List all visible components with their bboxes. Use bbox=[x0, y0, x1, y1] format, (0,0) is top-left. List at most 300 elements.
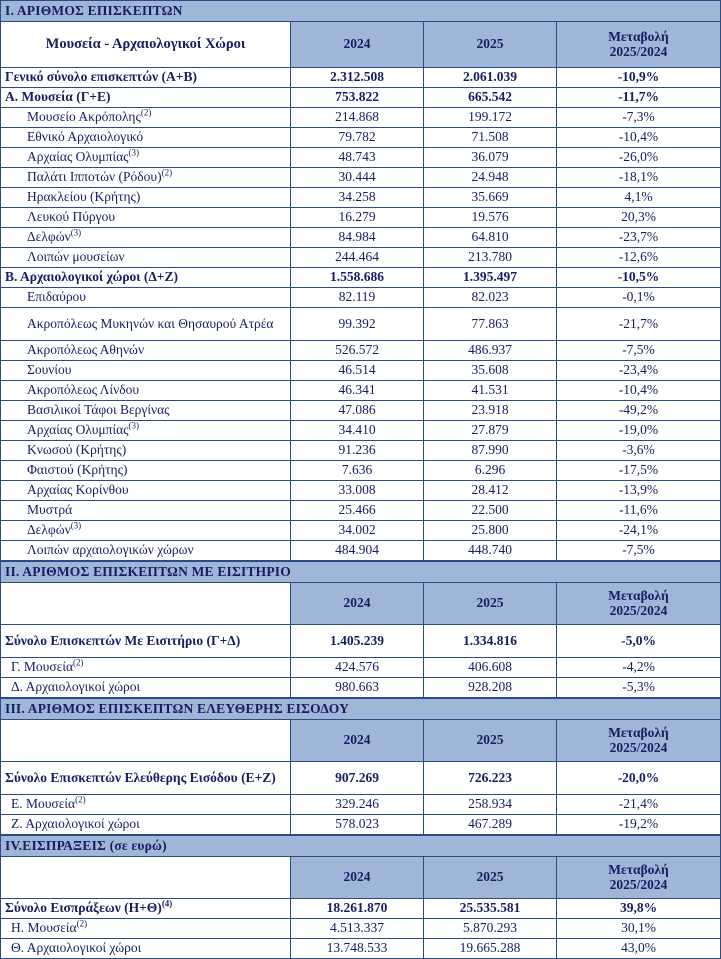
row-label bbox=[1, 939, 291, 959]
column-header-2025-text: 2025 bbox=[476, 732, 504, 748]
column-header-2024 bbox=[291, 720, 424, 762]
value-2025 bbox=[424, 361, 557, 381]
value-2025 bbox=[424, 541, 557, 561]
value-2025 bbox=[424, 188, 557, 208]
value-2024-text: 980.663 bbox=[335, 679, 379, 695]
value-2024-text: 2.312.508 bbox=[330, 69, 384, 85]
row-label-text: Σύνολο Επισκεπτών Ελεύθερης Εισόδου (Ε+Ζ) bbox=[5, 769, 276, 785]
footnote-marker: (3) bbox=[128, 147, 140, 158]
value-change bbox=[557, 168, 721, 188]
value-2025-text: 64.810 bbox=[471, 229, 509, 245]
section-title-row bbox=[1, 699, 721, 720]
row-label-text: Λοιπών αρχαιολογικών χώρων bbox=[27, 542, 194, 558]
value-change bbox=[557, 625, 721, 658]
value-2025-text: 41.531 bbox=[471, 382, 509, 398]
column-header-label bbox=[1, 857, 291, 899]
value-change-text: -5,3% bbox=[622, 679, 655, 695]
row-label-text: Αρχαίας Ολυμπίας bbox=[27, 422, 129, 438]
value-2024 bbox=[291, 481, 424, 501]
row-label bbox=[1, 919, 291, 939]
row-label-text: Ακροπόλεως Μυκηνών και Θησαυρού Ατρέα bbox=[27, 315, 274, 331]
table-row bbox=[1, 762, 721, 795]
table-row bbox=[1, 341, 721, 361]
column-header-2024-text: 2024 bbox=[343, 595, 371, 611]
value-2025-text: 19.665.288 bbox=[459, 940, 521, 956]
value-2024 bbox=[291, 148, 424, 168]
column-header-change bbox=[557, 22, 721, 68]
value-2024 bbox=[291, 899, 424, 919]
value-2025-text: 71.508 bbox=[471, 129, 509, 145]
row-label-text: Σύνολο Επισκεπτών Με Εισιτήριο (Γ+Δ) bbox=[5, 632, 241, 648]
value-change bbox=[557, 521, 721, 541]
value-2024-text: 13.748.533 bbox=[326, 940, 388, 956]
row-label bbox=[1, 899, 291, 919]
value-2025 bbox=[424, 678, 557, 698]
value-change-text: -7,5% bbox=[622, 342, 655, 358]
footnote-marker: (2) bbox=[76, 918, 88, 929]
column-header-2025-text: 2025 bbox=[476, 869, 504, 885]
value-2024 bbox=[291, 625, 424, 658]
table-row bbox=[1, 658, 721, 678]
column-header-2025 bbox=[424, 857, 557, 899]
table-row bbox=[1, 88, 721, 108]
value-2024-text: 214.868 bbox=[335, 109, 379, 125]
value-2024-text: 30.444 bbox=[338, 169, 376, 185]
row-label bbox=[1, 361, 291, 381]
value-2025 bbox=[424, 899, 557, 919]
table-row bbox=[1, 148, 721, 168]
value-2025-text: 87.990 bbox=[471, 442, 509, 458]
row-label bbox=[1, 401, 291, 421]
section-title-text: ΙV.ΕΙΣΠΡΑΞΕΙΣ (σε ευρώ) bbox=[5, 837, 167, 853]
footnote-marker: (2) bbox=[75, 794, 86, 805]
table-row bbox=[1, 128, 721, 148]
column-header-2025-text: 2025 bbox=[476, 595, 504, 611]
row-label bbox=[1, 288, 291, 308]
column-header-2025 bbox=[424, 583, 557, 625]
value-change bbox=[557, 381, 721, 401]
value-change-text: -21,4% bbox=[618, 796, 659, 812]
value-change-text: 30,1% bbox=[621, 920, 656, 936]
table-row bbox=[1, 541, 721, 561]
table-row bbox=[1, 188, 721, 208]
value-change bbox=[557, 288, 721, 308]
value-2025 bbox=[424, 815, 557, 835]
column-header-change bbox=[557, 720, 721, 762]
column-header-2024-text: 2024 bbox=[343, 732, 371, 748]
column-header-label-text: Μουσεία - Αρχαιολογικοί Χώροι bbox=[45, 35, 246, 52]
row-label-text: Β. Αρχαιολογικοί χώροι (Δ+Ζ) bbox=[5, 269, 179, 285]
table-row bbox=[1, 381, 721, 401]
row-label-text: Γενικό σύνολο επισκεπτών (Α+Β) bbox=[5, 69, 197, 85]
value-2024 bbox=[291, 168, 424, 188]
row-label bbox=[1, 88, 291, 108]
section-title bbox=[1, 1, 721, 22]
value-change bbox=[557, 361, 721, 381]
value-2025-text: 199.172 bbox=[468, 109, 512, 125]
table-row bbox=[1, 308, 721, 341]
row-label bbox=[1, 461, 291, 481]
value-2025-text: 25.535.581 bbox=[459, 900, 521, 916]
column-header-change-line2: 2025/2024 bbox=[609, 43, 668, 59]
value-2024 bbox=[291, 815, 424, 835]
row-label bbox=[1, 441, 291, 461]
value-change bbox=[557, 88, 721, 108]
section-table-3 bbox=[0, 698, 721, 835]
value-change-text: -7,3% bbox=[622, 109, 655, 125]
value-2025 bbox=[424, 148, 557, 168]
value-2024-text: 16.279 bbox=[338, 209, 376, 225]
column-header-change-line1: Μεταβολή bbox=[608, 28, 669, 44]
value-2024 bbox=[291, 795, 424, 815]
value-2024 bbox=[291, 381, 424, 401]
value-change bbox=[557, 68, 721, 88]
table-row bbox=[1, 521, 721, 541]
value-2024-text: 18.261.870 bbox=[326, 900, 388, 916]
value-2024 bbox=[291, 919, 424, 939]
table-row bbox=[1, 919, 721, 939]
value-change-text: -7,5% bbox=[622, 542, 655, 558]
column-header-label bbox=[1, 720, 291, 762]
value-change-text: -3,6% bbox=[622, 442, 655, 458]
value-2024 bbox=[291, 441, 424, 461]
table-row bbox=[1, 939, 721, 959]
value-2024-text: 79.782 bbox=[338, 129, 376, 145]
row-label-text: Θ. Αρχαιολογικοί χώροι bbox=[11, 940, 142, 956]
row-label-text: Α. Μουσεία (Γ+Ε) bbox=[5, 89, 111, 105]
row-label bbox=[1, 795, 291, 815]
value-2024 bbox=[291, 501, 424, 521]
value-2025 bbox=[424, 762, 557, 795]
value-2024 bbox=[291, 228, 424, 248]
value-change bbox=[557, 268, 721, 288]
value-2024-text: 46.514 bbox=[338, 362, 376, 378]
row-label-text: Λευκού Πύργου bbox=[27, 209, 116, 225]
value-change bbox=[557, 341, 721, 361]
table-row bbox=[1, 208, 721, 228]
value-2024 bbox=[291, 678, 424, 698]
value-2025-text: 5.870.293 bbox=[463, 920, 517, 936]
table-row bbox=[1, 361, 721, 381]
value-change-text: -10,5% bbox=[617, 269, 660, 285]
value-change bbox=[557, 148, 721, 168]
row-label bbox=[1, 108, 291, 128]
value-2025 bbox=[424, 68, 557, 88]
value-2024-text: 46.341 bbox=[338, 382, 376, 398]
value-2025-text: 25.800 bbox=[471, 522, 509, 538]
value-2024-text: 25.466 bbox=[338, 502, 376, 518]
row-label bbox=[1, 308, 291, 341]
row-label-text: Η. Μουσεία bbox=[11, 920, 77, 936]
value-change-text: -11,7% bbox=[618, 89, 659, 105]
value-change bbox=[557, 678, 721, 698]
row-label bbox=[1, 168, 291, 188]
table-row bbox=[1, 68, 721, 88]
value-2025 bbox=[424, 168, 557, 188]
value-2024 bbox=[291, 188, 424, 208]
column-header-2025 bbox=[424, 22, 557, 68]
row-label-text: Κνωσού (Κρήτης) bbox=[27, 442, 127, 458]
value-2024 bbox=[291, 521, 424, 541]
value-change bbox=[557, 762, 721, 795]
value-2024-text: 907.269 bbox=[335, 769, 379, 785]
column-header-2024 bbox=[291, 583, 424, 625]
value-2024-text: 91.236 bbox=[338, 442, 376, 458]
value-2025-text: 22.500 bbox=[471, 502, 509, 518]
value-2025-text: 726.223 bbox=[468, 769, 512, 785]
value-2024 bbox=[291, 461, 424, 481]
value-2025 bbox=[424, 248, 557, 268]
value-2025 bbox=[424, 441, 557, 461]
row-label bbox=[1, 248, 291, 268]
row-label-text: Αρχαίας Κορίνθου bbox=[27, 482, 129, 498]
row-label-text: Γ. Μουσεία bbox=[11, 659, 74, 675]
row-label-text: Εθνικό Αρχαιολογικό bbox=[27, 129, 144, 145]
value-2024-text: 33.008 bbox=[338, 482, 376, 498]
value-2025-text: 35.669 bbox=[471, 189, 509, 205]
row-label bbox=[1, 678, 291, 698]
value-change bbox=[557, 128, 721, 148]
value-2025-text: 665.542 bbox=[468, 89, 512, 105]
row-label bbox=[1, 501, 291, 521]
value-2025-text: 82.023 bbox=[471, 289, 509, 305]
value-2025 bbox=[424, 501, 557, 521]
row-label bbox=[1, 228, 291, 248]
row-label bbox=[1, 341, 291, 361]
row-label-text: Λοιπών μουσείων bbox=[27, 249, 125, 265]
value-change-text: -19,2% bbox=[618, 816, 659, 832]
column-header-change-line2: 2025/2024 bbox=[609, 739, 668, 755]
column-header-2024 bbox=[291, 857, 424, 899]
row-label bbox=[1, 208, 291, 228]
value-change-text: -49,2% bbox=[618, 402, 659, 418]
section-title bbox=[1, 699, 721, 720]
column-header-change-line1: Μεταβολή bbox=[608, 724, 669, 740]
value-change bbox=[557, 658, 721, 678]
row-label bbox=[1, 481, 291, 501]
value-2025-text: 1.334.816 bbox=[463, 632, 517, 648]
section-title-row bbox=[1, 562, 721, 583]
value-change-text: -18,1% bbox=[618, 169, 659, 185]
column-header-change-line1: Μεταβολή bbox=[608, 861, 669, 877]
value-change-text: -21,7% bbox=[618, 315, 659, 331]
value-change bbox=[557, 795, 721, 815]
table-row bbox=[1, 625, 721, 658]
value-2025 bbox=[424, 308, 557, 341]
value-change bbox=[557, 248, 721, 268]
value-2025 bbox=[424, 625, 557, 658]
row-label-text: Παλάτι Ιπποτών (Ρόδου) bbox=[27, 169, 162, 185]
value-2025 bbox=[424, 421, 557, 441]
value-2024 bbox=[291, 421, 424, 441]
column-header-2025 bbox=[424, 720, 557, 762]
value-2024-text: 34.410 bbox=[338, 422, 376, 438]
section-table-4 bbox=[0, 835, 721, 959]
footnote-marker: (3) bbox=[70, 520, 82, 531]
value-change bbox=[557, 108, 721, 128]
value-2024-text: 329.246 bbox=[335, 796, 379, 812]
value-2025-text: 928.208 bbox=[468, 679, 512, 695]
value-2024-text: 84.984 bbox=[338, 229, 376, 245]
row-label-text: Δελφών bbox=[27, 229, 71, 245]
row-label-text: Δ. Αρχαιολογικοί χώροι bbox=[11, 679, 141, 695]
value-2025 bbox=[424, 939, 557, 959]
table-row bbox=[1, 108, 721, 128]
row-label bbox=[1, 148, 291, 168]
section-title-text: ΙΙΙ. ΑΡΙΘΜΟΣ ΕΠΙΣΚΕΠΤΩΝ ΕΛΕΥΘΕΡΗΣ ΕΙΣΟΔΟΥ bbox=[5, 700, 350, 716]
value-2025-text: 28.412 bbox=[471, 482, 509, 498]
value-change bbox=[557, 541, 721, 561]
column-header-2024-text: 2024 bbox=[343, 36, 371, 52]
row-label-text: Επιδαύρου bbox=[27, 289, 86, 305]
value-2024 bbox=[291, 208, 424, 228]
row-label-text: Ε. Μουσεία bbox=[11, 796, 76, 812]
column-header-row bbox=[1, 22, 721, 68]
footnote-marker: (2) bbox=[73, 657, 84, 668]
value-2024 bbox=[291, 308, 424, 341]
table-row bbox=[1, 441, 721, 461]
table-row bbox=[1, 168, 721, 188]
row-label-text: Ακροπόλεως Λίνδου bbox=[27, 382, 140, 398]
value-2025 bbox=[424, 521, 557, 541]
row-label-text: Σύνολο Εισπράξεων (Η+Θ) bbox=[5, 900, 162, 916]
value-2024-text: 34.002 bbox=[338, 522, 376, 538]
value-change-text: -10,9% bbox=[617, 69, 660, 85]
value-2025-text: 448.740 bbox=[468, 542, 512, 558]
table-row bbox=[1, 288, 721, 308]
value-2024-text: 424.576 bbox=[335, 659, 379, 675]
value-2024 bbox=[291, 68, 424, 88]
column-header-change-line2: 2025/2024 bbox=[609, 876, 668, 892]
table-row bbox=[1, 421, 721, 441]
value-change-text: -5,0% bbox=[621, 632, 656, 648]
value-2025 bbox=[424, 228, 557, 248]
row-label bbox=[1, 68, 291, 88]
value-2025 bbox=[424, 108, 557, 128]
value-change bbox=[557, 919, 721, 939]
value-2024 bbox=[291, 248, 424, 268]
table-row bbox=[1, 795, 721, 815]
value-2024 bbox=[291, 541, 424, 561]
column-header-change bbox=[557, 583, 721, 625]
row-label bbox=[1, 381, 291, 401]
value-change bbox=[557, 308, 721, 341]
value-2024-text: 484.904 bbox=[335, 542, 379, 558]
table-row bbox=[1, 228, 721, 248]
row-label bbox=[1, 128, 291, 148]
value-2025 bbox=[424, 658, 557, 678]
value-2025-text: 36.079 bbox=[471, 149, 509, 165]
value-2025-text: 486.937 bbox=[468, 342, 512, 358]
table-row bbox=[1, 268, 721, 288]
row-label-text: Αρχαίας Ολυμπίας bbox=[27, 149, 129, 165]
value-2024-text: 1.405.239 bbox=[330, 632, 384, 648]
value-2024 bbox=[291, 88, 424, 108]
value-2025-text: 35.608 bbox=[471, 362, 509, 378]
column-header-change bbox=[557, 857, 721, 899]
value-2024-text: 99.392 bbox=[338, 315, 376, 331]
value-change-text: 20,3% bbox=[621, 209, 656, 225]
value-2024-text: 526.572 bbox=[335, 342, 379, 358]
value-2025 bbox=[424, 795, 557, 815]
value-2024-text: 753.822 bbox=[335, 89, 379, 105]
value-2024-text: 1.558.686 bbox=[330, 269, 384, 285]
value-change-text: 39,8% bbox=[619, 900, 658, 916]
row-label bbox=[1, 762, 291, 795]
value-2025 bbox=[424, 268, 557, 288]
value-change bbox=[557, 461, 721, 481]
value-change-text: -10,4% bbox=[618, 129, 659, 145]
column-header-row bbox=[1, 583, 721, 625]
value-2024-text: 47.086 bbox=[338, 402, 376, 418]
value-2025 bbox=[424, 88, 557, 108]
value-2025-text: 19.576 bbox=[471, 209, 509, 225]
value-change bbox=[557, 899, 721, 919]
row-label-text: Ακροπόλεως Αθηνών bbox=[27, 342, 145, 358]
row-label-text: Ηρακλείου (Κρήτης) bbox=[27, 189, 141, 205]
value-2025-text: 406.608 bbox=[468, 659, 512, 675]
value-change-text: -13,9% bbox=[618, 482, 659, 498]
footnote-marker: (2) bbox=[140, 107, 152, 118]
column-header-2025-text: 2025 bbox=[476, 36, 504, 52]
value-2025-text: 77.863 bbox=[471, 315, 509, 331]
value-2025-text: 467.289 bbox=[468, 816, 512, 832]
value-2025-text: 258.934 bbox=[468, 796, 512, 812]
value-change-text: -12,6% bbox=[618, 249, 659, 265]
value-change bbox=[557, 441, 721, 461]
section-table-2 bbox=[0, 561, 721, 698]
value-change-text: -20,0% bbox=[617, 769, 660, 785]
column-header-2024-text: 2024 bbox=[343, 869, 371, 885]
table-row bbox=[1, 461, 721, 481]
value-2024 bbox=[291, 658, 424, 678]
row-label bbox=[1, 268, 291, 288]
table-row bbox=[1, 248, 721, 268]
row-label bbox=[1, 625, 291, 658]
column-header-row bbox=[1, 720, 721, 762]
value-2024-text: 4.513.337 bbox=[330, 920, 384, 936]
table-row bbox=[1, 815, 721, 835]
column-header-2024 bbox=[291, 22, 424, 68]
value-2025-text: 1.395.497 bbox=[463, 269, 517, 285]
value-change-text: -11,6% bbox=[619, 502, 658, 518]
value-2024-text: 244.464 bbox=[335, 249, 379, 265]
value-2024 bbox=[291, 268, 424, 288]
value-2024 bbox=[291, 288, 424, 308]
value-change-text: 43,0% bbox=[621, 940, 656, 956]
value-change-text: -26,0% bbox=[618, 149, 659, 165]
value-change-text: -0,1% bbox=[622, 289, 655, 305]
row-label-text: Σουνίου bbox=[27, 362, 72, 378]
table-row bbox=[1, 678, 721, 698]
value-2024 bbox=[291, 361, 424, 381]
value-change-text: -17,5% bbox=[618, 462, 659, 478]
value-2025 bbox=[424, 288, 557, 308]
footnote-marker: (3) bbox=[128, 420, 140, 431]
row-label bbox=[1, 815, 291, 835]
value-2024 bbox=[291, 108, 424, 128]
footnote-marker: (4) bbox=[161, 898, 173, 909]
table-row bbox=[1, 401, 721, 421]
value-2025 bbox=[424, 381, 557, 401]
value-2025-text: 23.918 bbox=[471, 402, 509, 418]
value-2024 bbox=[291, 341, 424, 361]
row-label bbox=[1, 521, 291, 541]
row-label-text: Μυστρά bbox=[27, 502, 73, 518]
value-change-text: -23,4% bbox=[618, 362, 659, 378]
section-title-text: Ι. ΑΡΙΘΜΟΣ ΕΠΙΣΚΕΠΤΩΝ bbox=[5, 2, 183, 18]
value-change bbox=[557, 501, 721, 521]
